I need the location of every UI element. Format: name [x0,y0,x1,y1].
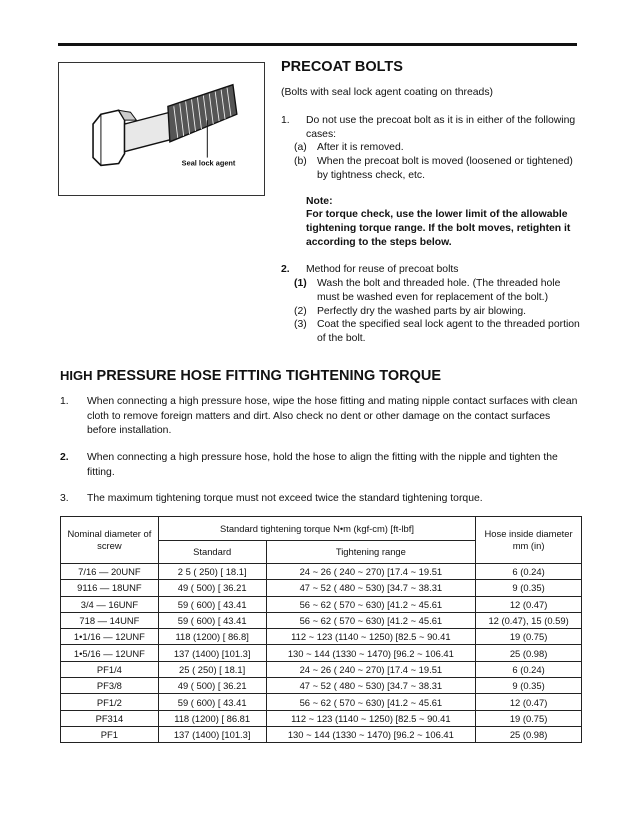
cell-range: 47 ~ 52 ( 480 ~ 530) [34.7 ~ 38.31 [266,580,476,596]
title-word-high: HIGH [60,368,93,383]
cell-standard: 25 ( 250) [ 18.1] [158,661,266,677]
cell-standard: 2 5 ( 250) [ 18.1] [158,564,266,580]
precoat-section [281,58,581,346]
cell-range: 24 ~ 26 ( 240 ~ 270) [17.4 ~ 19.51 [266,564,476,580]
table-row [61,645,582,661]
item-text: Method for reuse of precoat bolts [306,264,459,276]
subitem-text: Wash the bolt and threaded hole. (The threaded hole must be washed even for replacement of the bolt.) [317,278,561,303]
cell-diameter: 9116 — 18UNF [61,580,159,596]
subitem-text: When the precoat bolt is moved (loosened or tightened) by tightness check, etc. [317,156,573,181]
paragraph-number: 2. [60,452,69,463]
table-row [61,726,582,742]
title-rest: PRESSURE HOSE FITTING TIGHTENING TORQUE [96,368,442,384]
cell-range: 112 ~ 123 (1140 ~ 1250) [82.5 ~ 90.41 [266,629,476,645]
paragraph-text: The maximum tightening torque must not exceed twice the standard tightening torque. [87,493,483,504]
header-nominal-diameter: Nominal diameter of screw [61,517,159,564]
torque-table [60,516,582,743]
cell-range: 56 ~ 62 ( 570 ~ 630) [41.2 ~ 45.61 [266,694,476,710]
precoat-item-1b [294,155,581,182]
cell-range: 130 ~ 144 (1330 ~ 1470) [96.2 ~ 106.41 [266,726,476,742]
precoat-item-2-2 [294,305,581,319]
cell-standard: 118 (1200) [ 86.8] [158,629,266,645]
bolt-illustration [59,63,264,195]
cell-hose: 12 (0.47) [476,596,582,612]
paragraph-text: When connecting a high pressure hose, wipe the hose fitting and mating nipple contact surfaces with clean cloth to remove foreign matters and dirt. Also check no dent or other damage on the contact surfaces before installation. [87,396,578,437]
table-row [61,564,582,580]
subitem-number: (1) [294,278,307,290]
cell-standard: 118 (1200) [ 86.81 [158,710,266,726]
subitem-text: Perfectly dry the washed parts by air blowing. [317,305,527,317]
table-row [61,629,582,645]
subitem-number: (a) [294,142,307,154]
header-standard: Standard [158,541,266,564]
cell-standard: 59 ( 600) [ 43.41 [158,612,266,628]
cell-diameter: 718 — 14UNF [61,612,159,628]
cell-hose: 25 (0.98) [476,726,582,742]
table-row [61,661,582,677]
item-number: 1. [281,114,290,126]
precoat-item-2-1 [294,277,581,304]
cell-diameter: PF3/8 [61,678,159,694]
paragraph-number: 1. [60,396,69,407]
cell-hose: 12 (0.47), 15 (0.59) [476,612,582,628]
table-row [61,678,582,694]
subitem-number: (b) [294,156,307,168]
cell-hose: 9 (0.35) [476,580,582,596]
subitem-text: Coat the specified seal lock agent to the threaded portion of the bolt. [317,319,580,345]
cell-diameter: 3/4 — 16UNF [61,596,159,612]
hose-paragraph-2 [60,451,582,480]
cell-standard: 137 (1400) [101.3] [158,645,266,661]
cell-range: 47 ~ 52 ( 480 ~ 530) [34.7 ~ 38.31 [266,678,476,694]
header-hose-diameter: Hose inside diameter mm (in) [476,517,582,564]
cell-range: 112 ~ 123 (1140 ~ 1250) [82.5 ~ 90.41 [266,710,476,726]
note-title: Note: [306,195,333,207]
torque-table-body [61,564,582,743]
header-tightening-range: Tightening range [266,541,476,564]
cell-diameter: PF1 [61,726,159,742]
subitem-number: (3) [294,319,307,331]
cell-range: 130 ~ 144 (1330 ~ 1470) [96.2 ~ 106.41 [266,645,476,661]
hose-paragraph-1 [60,395,582,439]
cell-range: 56 ~ 62 ( 570 ~ 630) [41.2 ~ 45.61 [266,612,476,628]
cell-hose: 9 (0.35) [476,678,582,694]
precoat-item-2-3 [294,318,581,345]
cell-diameter: PF1/2 [61,694,159,710]
cell-range: 24 ~ 26 ( 240 ~ 270) [17.4 ~ 19.51 [266,661,476,677]
note-text: For torque check, use the lower limit of the allowable tightening torque range. If the bolt moves, retighten it according to the steps below. [306,209,571,248]
cell-hose: 25 (0.98) [476,645,582,661]
cell-hose: 12 (0.47) [476,694,582,710]
header-standard-torque: Standard tightening torque N•m (kgf-cm) [ft-lbf] [158,517,475,541]
table-row [61,694,582,710]
table-row [61,580,582,596]
cell-hose: 6 (0.24) [476,661,582,677]
item-text: Do not use the precoat bolt as it is in either of the following cases: [306,114,576,140]
precoat-item-1a [294,141,581,155]
cell-hose: 19 (0.75) [476,629,582,645]
hose-paragraph-3 [60,492,582,507]
paragraph-text: When connecting a high pressure hose, hold the hose to align the fitting with the nipple and tighten the fitting. [87,452,558,478]
cell-hose: 19 (0.75) [476,710,582,726]
cell-hose: 6 (0.24) [476,564,582,580]
precoat-note [306,195,581,250]
subitem-text: After it is removed. [317,142,404,154]
item-number: 2. [281,264,290,276]
cell-standard: 137 (1400) [101.3] [158,726,266,742]
cell-range: 56 ~ 62 ( 570 ~ 630) [41.2 ~ 45.61 [266,596,476,612]
cell-diameter: 1•1/16 — 12UNF [61,629,159,645]
cell-diameter: 1•5/16 — 12UNF [61,645,159,661]
precoat-item-2 [281,263,581,277]
table-row [61,596,582,612]
hose-torque-title [60,368,441,384]
subitem-number: (2) [294,305,307,317]
seal-lock-agent-label: Seal lock agent [181,158,236,168]
cell-diameter: PF314 [61,710,159,726]
paragraph-number: 3. [60,493,69,504]
cell-diameter: 7/16 — 20UNF [61,564,159,580]
table-row [61,612,582,628]
cell-standard: 59 ( 600) [ 43.41 [158,596,266,612]
cell-standard: 49 ( 500) [ 36.21 [158,580,266,596]
precoat-title: PRECOAT BOLTS [281,59,403,75]
top-rule [58,43,577,46]
cell-standard: 49 ( 500) [ 36.21 [158,678,266,694]
table-row [61,710,582,726]
cell-diameter: PF1/4 [61,661,159,677]
precoat-bolt-figure [58,62,265,196]
precoat-subtitle: (Bolts with seal lock agent coating on threads) [281,87,493,99]
precoat-item-1 [281,114,581,141]
cell-standard: 59 ( 600) [ 43.41 [158,694,266,710]
